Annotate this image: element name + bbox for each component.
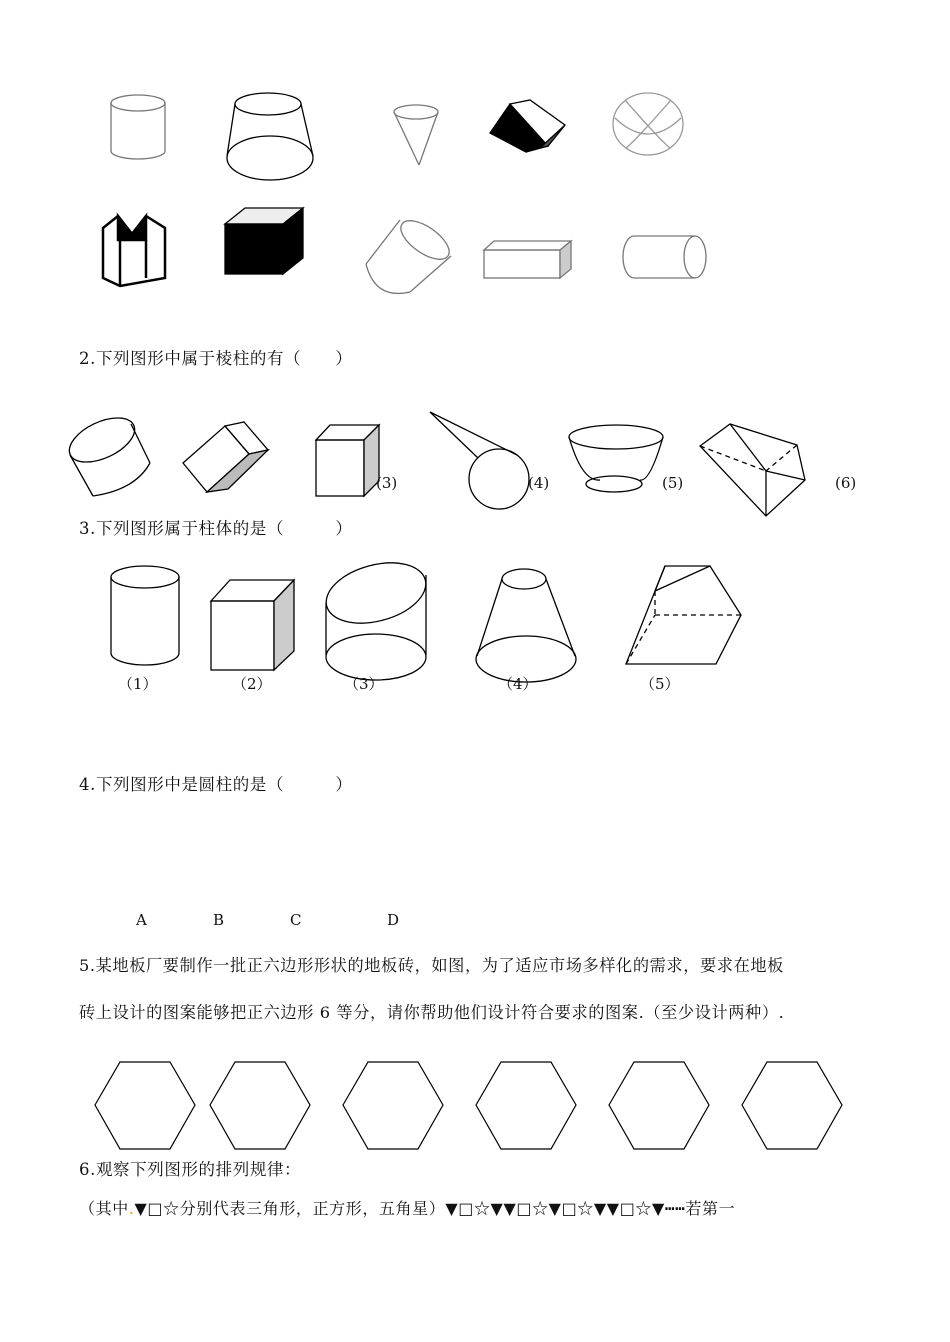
question-5-line-2: 砖上设计的图案能够把正六边形 6 等分，请你帮助他们设计符合要求的图案.（至少设计两种）. [79, 1003, 785, 1022]
q3-slanted-cylinder-figure [319, 553, 432, 680]
q2-tilted-cylinder-figure [63, 409, 150, 496]
q4-option-d: D [387, 911, 400, 929]
cuboid-figure [484, 241, 571, 278]
hexagon-row [95, 1062, 842, 1149]
q3-cylinder-figure [111, 566, 179, 665]
q2-bowl-figure [569, 425, 663, 492]
small-cylinder-figure [111, 95, 165, 159]
q4-option-a: A [136, 911, 147, 929]
q2-label-4: (4) [528, 474, 550, 492]
question-2-text: 2.下列图形中属于棱柱的有（ ） [79, 349, 353, 368]
q6-line2-pre: （其中 [79, 1199, 129, 1218]
q3-prismatoid-figure [626, 566, 741, 664]
q3-label-4: （4） [498, 675, 538, 693]
q2-label-6: (6) [835, 474, 857, 492]
hexagon-3 [343, 1062, 443, 1149]
hexagon-6 [742, 1062, 842, 1149]
q2-tilted-prism-figure [183, 422, 268, 492]
inverted-cone-figure [394, 105, 438, 165]
q4-option-c: C [290, 911, 302, 929]
hexagon-4 [476, 1062, 576, 1149]
black-prism-figure [490, 100, 565, 152]
q2-label-5: (5) [662, 474, 684, 492]
q3-label-2: （2） [232, 675, 272, 693]
q2-cone-figure [430, 412, 529, 509]
question-3-text: 3.下列图形属于柱体的是（ ） [79, 519, 353, 538]
question-6-line-1: 6.观察下列图形的排列规律： [79, 1160, 302, 1179]
q4-option-b: B [213, 911, 225, 929]
q2-label-3: (3) [376, 474, 398, 492]
q6-line2-post: ▼□☆分别代表三角形，正方形，五角星）▼□☆▼▼□☆▼□☆▼▼□☆▼┅┅若第一 [134, 1199, 736, 1218]
q3-label-5: （5） [640, 675, 680, 693]
q6-line2-dot: . [128, 1199, 135, 1218]
horizontal-cylinder-figure [623, 236, 706, 278]
question-4-text: 4.下列图形中是圆柱的是（ ） [79, 775, 353, 794]
question-5-line-1: 5.某地板厂要制作一批正六边形形状的地板砖，如图，为了适应市场多样化的需求，要求在地板 [79, 956, 784, 975]
q3-label-1: （1） [118, 675, 158, 693]
q3-cube-figure [211, 580, 294, 670]
q3-label-3: （3） [344, 675, 384, 693]
pentagonal-prism-figure [103, 216, 165, 286]
q3-frustum-figure [476, 569, 576, 682]
frustum-cone-figure [227, 93, 313, 180]
sphere-figure [613, 93, 683, 155]
q2-triangular-prism-figure [700, 424, 805, 516]
question-6-line-2 [79, 1196, 735, 1219]
hexagon-1 [95, 1062, 195, 1149]
black-cube-figure [225, 208, 303, 274]
tilted-cylinder-figure [366, 213, 455, 293]
q2-cube-figure [316, 425, 379, 496]
hexagon-2 [210, 1062, 310, 1149]
hexagon-5 [609, 1062, 709, 1149]
